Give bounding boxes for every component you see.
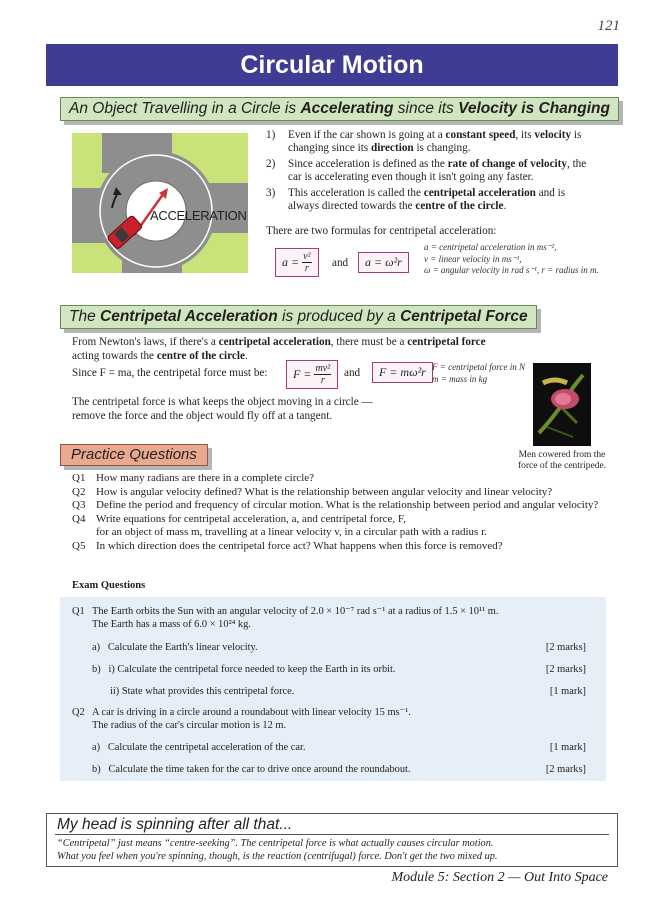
centipede-photo (533, 363, 591, 446)
fraction: $\frac{\text{mv²}}{r}$ (315, 363, 331, 386)
point-2: 2) Since acceleration is defined as the rate of change of velocity, the car is accelerating even though it isn't going any faster. (266, 158, 587, 183)
force-legend: F = centripetal force in N m = mass in kg (432, 362, 525, 384)
marks: [1 mark] (549, 686, 586, 697)
practice-question: Q2 How is angular velocity defined? What is the relationship between angular velocity and linear velocity? (72, 485, 553, 498)
roundabout-diagram (72, 133, 248, 273)
fraction: $\frac{\text{v²}}{r}$ (303, 251, 311, 274)
marks: [2 marks] (545, 664, 586, 675)
exam-q1-line1: The Earth orbits the Sun with an angular velocity of 2.0 × 10⁻⁷ rad s⁻¹ at a radius of 1.5 × 10¹¹ m. (92, 606, 499, 617)
exam-q2-line2: The radius of the car's circular motion is 12 m. (92, 720, 287, 731)
practice-question: Q5 In which direction does the centripetal force act? What happens when this force is removed? (72, 539, 503, 552)
practice-heading: Practice Questions (60, 444, 208, 466)
and-text-2: and (344, 367, 361, 379)
page-title: Circular Motion (46, 44, 618, 86)
marks: [1 mark] (549, 742, 586, 753)
exam-q1b-ii: ii) State what provides this centripetal force. [1 mark] (110, 686, 586, 697)
exam-q1a: a) Calculate the Earth's linear velocity. [2 marks] (92, 642, 586, 653)
practice-question: for an object of mass m, travelling at a linear velocity v, in a circular path with a radius r. (96, 526, 487, 539)
section-heading-force: The Centripetal Acceleration is produced by a Centripetal Force (60, 305, 537, 329)
module-footer: Module 5: Section 2 — Out Into Space (391, 870, 608, 885)
point-3: 3) This acceleration is called the centripetal acceleration and is always directed towards the centre of the circle. (266, 187, 566, 212)
practice-question: Q3 Define the period and frequency of circular motion. What is the relationship between period and angular velocity? (72, 499, 599, 512)
formula-acceleration-v: a = $\frac{\text{v²}}{r}$ (275, 248, 319, 277)
centipede-image (533, 363, 591, 446)
marks: [2 marks] (545, 764, 586, 775)
roundabout-illustration (72, 133, 248, 273)
practice-questions (72, 472, 617, 554)
summary-title: My head is spinning after all that... (57, 816, 293, 833)
marks: [2 marks] (545, 642, 586, 653)
formulas-intro: There are two formulas for centripetal acceleration: (266, 225, 497, 237)
force-intro: Since F = ma, the centripetal force must be: (72, 367, 268, 379)
page-number: 121 (597, 18, 620, 34)
and-text: and (332, 257, 349, 269)
exam-q2a: a) Calculate the centripetal acceleration of the car. [1 mark] (92, 742, 586, 753)
acceleration-label: ACCELERATION (150, 208, 247, 223)
practice-question: Q1 How many radians are there in a complete circle? (72, 472, 315, 484)
formula-force-omega: F = mω²r (372, 362, 433, 383)
exam-q2-number: Q2 (72, 707, 85, 718)
exam-q1-line2: The Earth has a mass of 6.0 × 10²⁴ kg. (92, 619, 251, 630)
summary-box (46, 813, 618, 867)
point-1: 1) Even if the car shown is going at a constant speed, its velocity is changing since its direction is changing. (266, 129, 582, 154)
exam-q1b-i: b) i) Calculate the centripetal force needed to keep the Earth in its orbit. [2 marks] (92, 664, 586, 675)
newton-paragraph: From Newton's laws, if there's a centripetal acceleration, there must be a centripetal force acting towards the centre of the circle. (72, 336, 486, 362)
photo-caption: Men cowered from the force of the centripede. (517, 450, 607, 471)
tangent-paragraph: The centripetal force is what keeps the object moving in a circle — remove the force and the object would fly off at a tangent. (72, 396, 373, 422)
practice-question: Q4 Write equations for centripetal acceleration, a, and centripetal force, F, (72, 512, 406, 525)
summary-text: “Centripetal” just means “centre-seeking”. The centripetal force is what actually causes circular motion. What you feel when you're spinning, though, is the reaction (centrifugal) force. Don't get the two mixed up. (57, 838, 498, 862)
exam-q2b: b) Calculate the time taken for the car to drive once around the roundabout. [2 marks] (92, 764, 586, 775)
exam-heading: Exam Questions (72, 580, 146, 591)
acceleration-legend: a = centripetal acceleration in ms⁻², v = linear velocity in ms⁻¹, ω = angular velocity in rad s⁻¹, r = radius in m. (424, 242, 599, 275)
exam-questions-box (60, 597, 606, 781)
exam-q1-number: Q1 (72, 606, 85, 617)
formula-force-v: F = $\frac{\text{mv²}}{r}$ (286, 360, 338, 389)
exam-q2-line1: A car is driving in a circle around a roundabout with linear velocity 15 ms⁻¹. (92, 707, 411, 718)
acceleration-points (266, 129, 588, 216)
section-heading-acceleration: An Object Travelling in a Circle is Accelerating since its Velocity is Changing (60, 97, 619, 121)
formula-acceleration-omega: a = ω²r (358, 252, 409, 273)
